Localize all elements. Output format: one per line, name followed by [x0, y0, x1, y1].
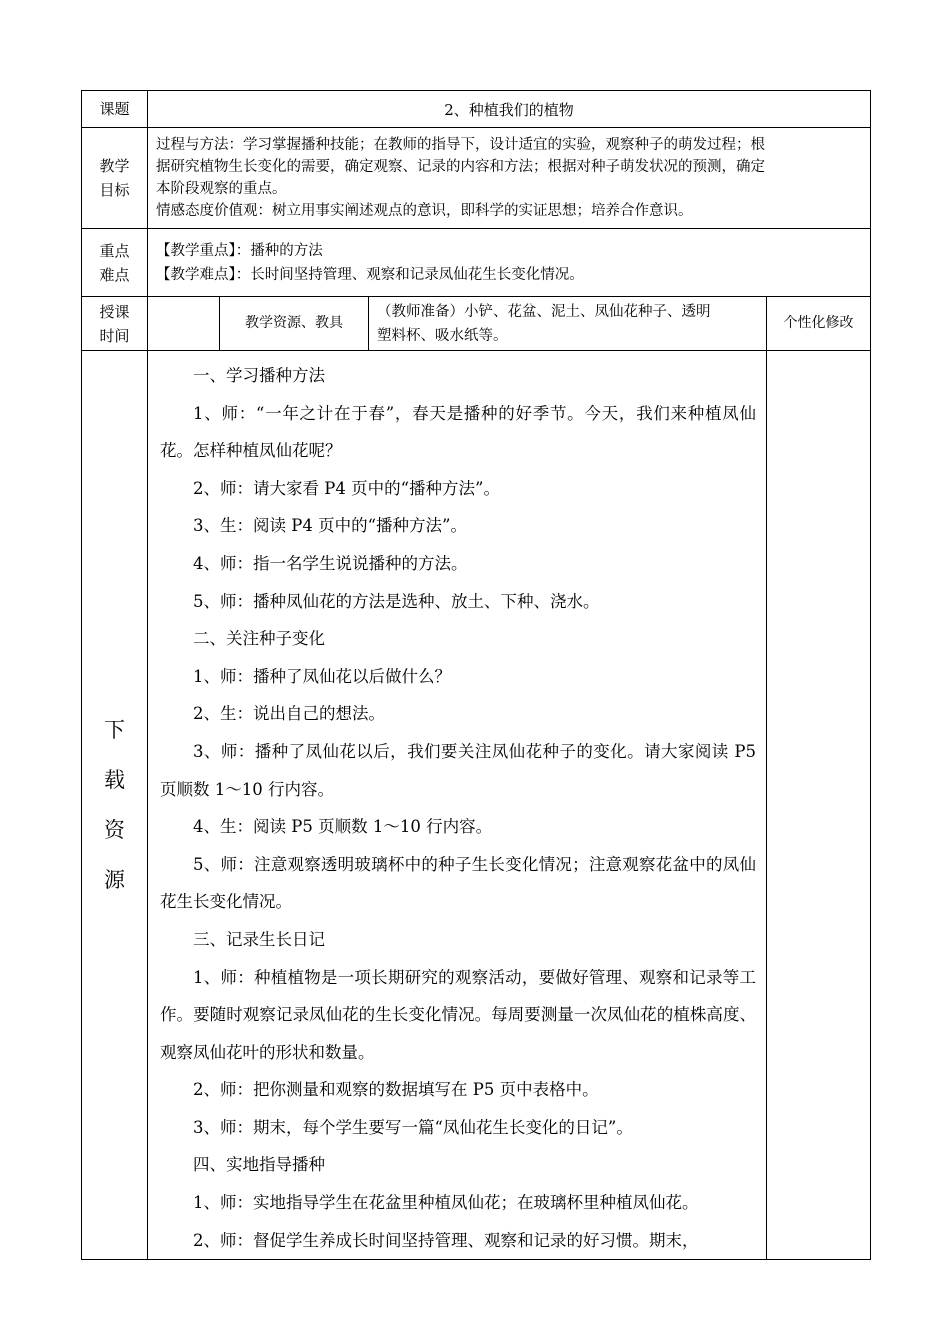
- time-value: [148, 297, 220, 351]
- goals-line: 情感态度价值观：树立用事实阐述观点的意识，即科学的实证思想；培养合作意识。: [156, 202, 693, 219]
- body-paragraph: 1、师：播种了凤仙花以后做什么？: [193, 666, 451, 686]
- lesson-plan-table: [81, 90, 871, 1260]
- body-paragraph: 2、师：把你测量和观察的数据填写在 P5 页中表格中。: [193, 1080, 599, 1100]
- goals-line: 过程与方法：学习掌握播种技能；在教师的指导下，设计适宜的实验，观察种子的萌发过程；根: [156, 136, 765, 153]
- teaching-focus: 【教学重点】：播种的方法: [156, 242, 323, 259]
- body-paragraph: 2、生：说出自己的想法。: [193, 704, 385, 724]
- keypoints-label: [82, 229, 148, 297]
- goals-row: [82, 128, 871, 229]
- section-heading: 四、实地指导播种: [193, 1155, 325, 1175]
- keypoints-content: [148, 229, 871, 297]
- body-paragraph: 1、师：实地指导学生在花盆里种植凤仙花；在玻璃杯里种植凤仙花。: [193, 1193, 699, 1213]
- side-char: 载: [104, 768, 125, 793]
- goals-label-line-2: 目标: [99, 181, 130, 199]
- section-heading: 三、记录生长日记: [193, 929, 325, 949]
- time-label-line-1: 授课: [99, 302, 130, 321]
- goals-line: 据研究植物生长变化的需要，确定观察、记录的内容和方法；根据对种子萌发状况的预测，确定: [156, 158, 765, 175]
- body-paragraph: 4、生：阅读 P5 页顺数 1～10 行内容。: [193, 817, 493, 837]
- body-paragraph: 1、师：种植植物是一项长期研究的观察活动，要做好管理、观察和记录等工作。要随时观察记录凤仙花的生长变化情况。每周要测量一次凤仙花的植株高度、观察凤仙花叶的形状和数量。: [160, 967, 756, 1062]
- body-paragraph: 2、师：请大家看 P4 页中的“播种方法”。: [193, 478, 500, 498]
- time-label: [82, 297, 148, 351]
- section-heading: 二、关注种子变化: [193, 629, 325, 649]
- resources-label: 教学资源、教具: [220, 297, 369, 351]
- side-char: 源: [104, 868, 125, 893]
- download-resources-label: [82, 351, 148, 1260]
- body-paragraph: 3、师：播种了凤仙花以后，我们要关注凤仙花种子的变化。请大家阅读 P5 页顺数 1～10 行内容。: [160, 741, 756, 799]
- modify-label: 个性化修改: [767, 297, 871, 351]
- teaching-difficulty: 【教学难点】：长时间坚持管理、观察和记录凤仙花生长变化情况。: [156, 266, 584, 283]
- topic-row: [82, 91, 871, 128]
- body-paragraph: 3、师：期末，每个学生要写一篇“凤仙花生长变化的日记”。: [193, 1117, 633, 1137]
- side-char: 下: [104, 718, 125, 743]
- body-paragraph: 5、师：注意观察透明玻璃杯中的种子生长变化情况；注意观察花盆中的凤仙花生长变化情况。: [160, 854, 756, 912]
- keypoints-label-line-2: 难点: [99, 265, 130, 284]
- body-paragraph: 3、生：阅读 P4 页中的“播种方法”。: [193, 516, 467, 536]
- goals-label: [82, 128, 148, 229]
- topic-label: 课题: [82, 91, 148, 128]
- goals-content: [148, 128, 871, 229]
- resources-line: 塑料杯、吸水纸等。: [377, 327, 508, 344]
- keypoints-row: [82, 229, 871, 297]
- section-heading: 一、学习播种方法: [193, 366, 325, 385]
- body-row: [82, 351, 871, 1260]
- body-paragraph: 5、师：播种凤仙花的方法是选种、放土、下种、浇水。: [193, 591, 600, 611]
- body-paragraph: 1、师：“一年之计在于春”，春天是播种的好季节。今天，我们来种植凤仙花。怎样种植凤仙花呢？: [160, 403, 756, 461]
- lesson-body: [148, 351, 767, 1260]
- side-char: 资: [104, 818, 125, 843]
- schedule-row: [82, 297, 871, 351]
- body-paragraph: 4、师：指一名学生说说播种的方法。: [193, 553, 468, 573]
- keypoints-label-line-1: 重点: [99, 241, 130, 260]
- time-label-line-2: 时间: [99, 326, 130, 345]
- resources-line: （教师准备）小铲、花盆、泥土、凤仙花种子、透明: [377, 303, 711, 320]
- body-paragraph: 2、师：督促学生养成长时间坚持管理、观察和记录的好习惯。期末，: [193, 1230, 699, 1250]
- goals-line: 本阶段观察的重点。: [156, 180, 287, 197]
- modify-notes-cell[interactable]: [767, 351, 871, 1260]
- goals-label-line-1: 教学: [99, 157, 130, 175]
- lesson-title: 2、种植我们的植物: [148, 91, 871, 128]
- resources-content: [369, 297, 767, 351]
